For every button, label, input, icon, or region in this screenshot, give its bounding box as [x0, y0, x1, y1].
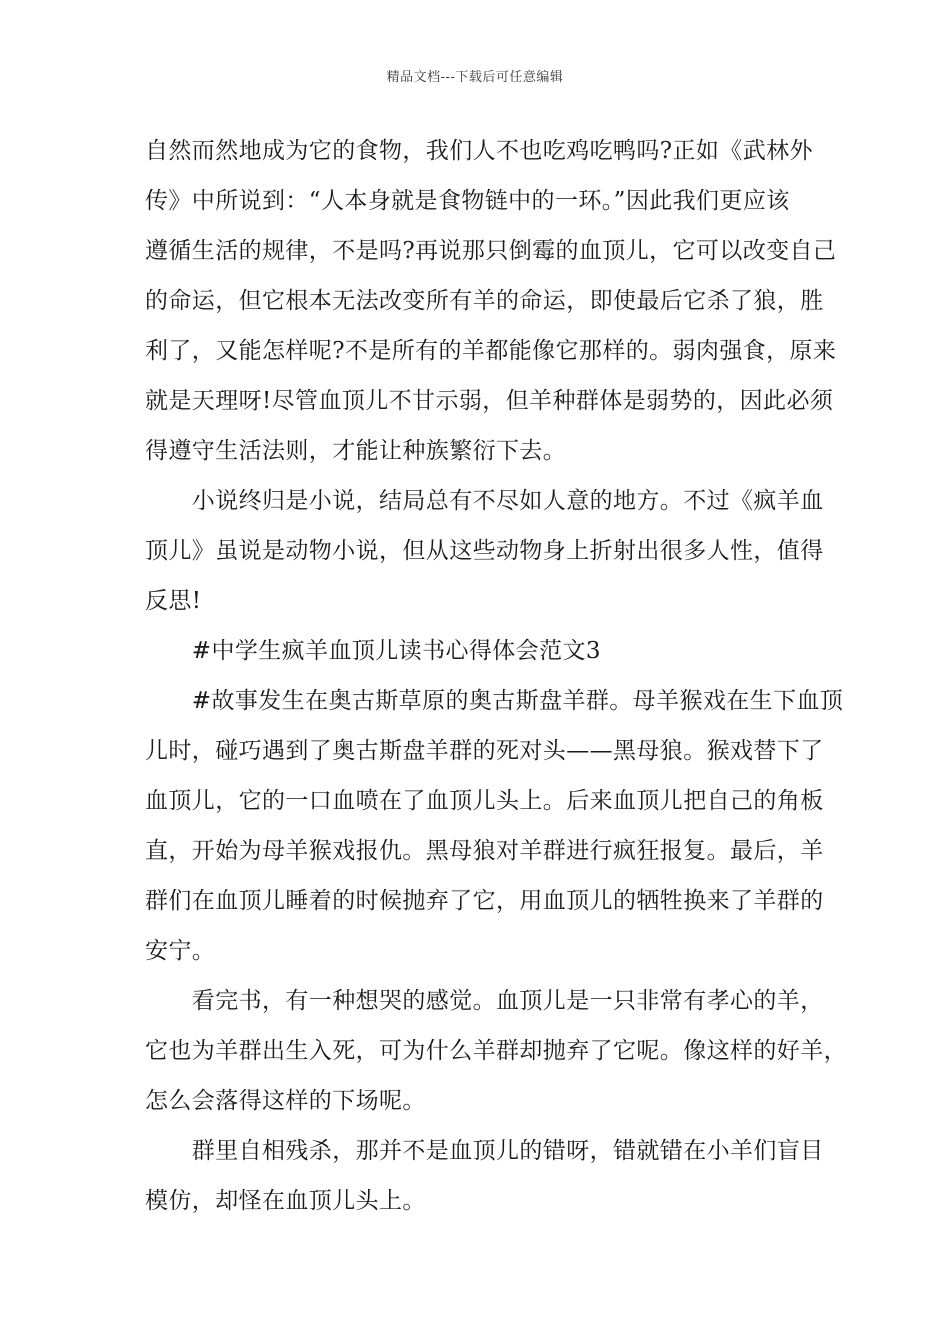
text-line: 模仿，却怪在血顶儿头上。 — [145, 1188, 426, 1214]
text-line: 安宁。 — [145, 938, 216, 964]
text-line: 得遵守生活法则，才能让种族繁衍下去。 — [145, 438, 567, 464]
text-line: 它也为羊群出生入死，可为什么羊群却抛弃了它呢。像这样的好羊， — [145, 1038, 847, 1064]
text-line: 传》中所说到：“人本身就是食物链中的一环。”因此我们更应该 — [145, 188, 790, 214]
text-line: 遵循生活的规律，不是吗?再说那只倒霉的血顶儿，它可以改变自己 — [145, 238, 837, 264]
text-line: #故事发生在奥古斯草原的奥古斯盘羊群。母羊猴戏在生下血顶 — [145, 688, 844, 714]
text-line: 反思! — [145, 588, 202, 614]
text-line: 群们在血顶儿睡着的时候抛弃了它，用血顶儿的牺牲换来了羊群的 — [145, 888, 824, 914]
text-line: 直，开始为母羊猴戏报仇。黑母狼对羊群进行疯狂报复。最后，羊 — [145, 838, 824, 864]
text-line: 怎么会落得这样的下场呢。 — [145, 1088, 426, 1114]
text-line: 群里自相残杀，那并不是血顶儿的错呀，错就错在小羊们盲目 — [145, 1138, 824, 1164]
text-line: 的命运，但它根本无法改变所有羊的命运，即使最后它杀了狼，胜 — [145, 288, 824, 314]
text-line: 小说终归是小说，结局总有不尽如人意的地方。不过《疯羊血 — [145, 488, 824, 514]
text-line: 看完书，有一种想哭的感觉。血顶儿是一只非常有孝心的羊， — [145, 988, 824, 1014]
text-line: 儿时，碰巧遇到了奥古斯盘羊群的死对头——黑母狼。猴戏替下了 — [145, 738, 824, 764]
text-line: 顶儿》虽说是动物小说，但从这些动物身上折射出很多人性，值得 — [145, 538, 824, 564]
document-body — [145, 126, 847, 1226]
page-header: 精品文档---下载后可任意编辑 — [386, 70, 564, 85]
text-line: 就是天理呀!尽管血顶儿不甘示弱，但羊种群体是弱势的，因此必须 — [145, 388, 834, 414]
text-line: 血顶儿，它的一口血喷在了血顶儿头上。后来血顶儿把自己的角板 — [145, 788, 824, 814]
text-line: 自然而然地成为它的食物，我们人不也吃鸡吃鸭吗?正如《武林外 — [145, 138, 813, 164]
section-heading: #中学生疯羊血顶儿读书心得体会范文3 — [145, 638, 601, 664]
text-line: 利了，又能怎样呢?不是所有的羊都能像它那样的。弱肉强食，原来 — [145, 338, 837, 364]
